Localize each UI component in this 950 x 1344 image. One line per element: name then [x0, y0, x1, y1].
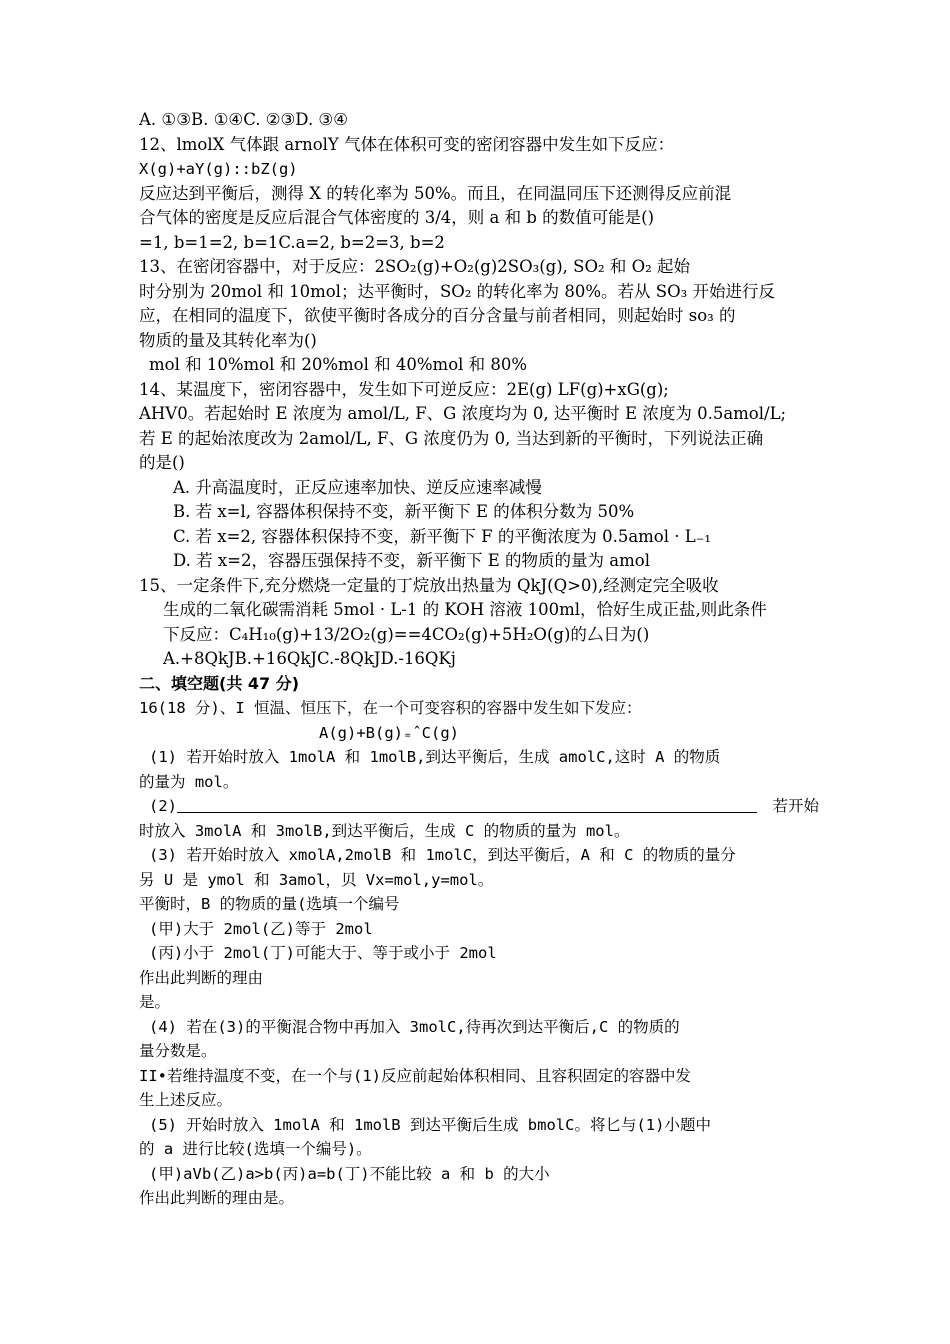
- q14-option-c: C. 若 x=2, 容器体积保持不变，新平衡下 F 的平衡浓度为 0.5amol · L₋₁: [173, 526, 712, 546]
- q16-part3-text: 平衡时，B 的物质的量(选填一个编号: [139, 895, 400, 913]
- q16-part3: (3) 若开始时放入 xmolA,2molB 和 1molC，到达平衡后，A 和 C 的物质的量分: [149, 846, 736, 864]
- q16-choice: (甲)aVb(乙)a>b(丙)a=b(丁)不能比较 a 和 b 的大小: [149, 1164, 550, 1183]
- q13-text: 时分别为 20mol 和 10mol；达平衡时，SO₂ 的转化率为 80%。若从 SO₃ 开始进行反: [139, 281, 775, 301]
- q12-equation: X(g)+aY(g)::bZ(g): [139, 160, 298, 178]
- q16-equation: A(g)+B(g)₌ˆC(g): [319, 723, 459, 742]
- q15-text: 生成的二氧化碳需消耗 5mol · L-1 的 KOH 溶液 100ml，恰好生成正盐,则此条件: [163, 600, 767, 619]
- q16-choice: (甲)大于 2mol(乙)等于 2mol: [149, 919, 373, 938]
- q12-options: =1, b=1=2, b=1C.a=2, b=2=3, b=2: [139, 232, 445, 252]
- q12-stem: 12、lmolX 气体跟 arnolY 气体在体积可变的密闭容器中发生如下反应：: [139, 134, 675, 154]
- q16-part-ii: II•若维持温度不变，在一个与(1)反应前起始体积相同、且容积固定的容器中发: [139, 1066, 691, 1085]
- q16-part2-tail: 若开始: [772, 797, 819, 815]
- q14-text: 若 E 的起始浓度改为 2amol/L, F、G 浓度仍为 0, 当达到新的平衡时，下列说法正确: [139, 428, 764, 448]
- q16-part-ii-text: 生上述反应。: [139, 1091, 233, 1109]
- q15-stem: 15、一定条件下,充分燃烧一定量的丁烷放出热量为 QkJ(Q>0),经测定完全吸收: [139, 575, 719, 595]
- q16-part4: (4) 若在(3)的平衡混合物中再加入 3molC,待再次到达平衡后,C 的物质的: [149, 1017, 680, 1036]
- q13-options: mol 和 10%mol 和 20%mol 和 40%mol 和 80%: [149, 355, 528, 374]
- q16-reason: 作出此判断的理由是。: [139, 1189, 295, 1207]
- q12-text: 反应达到平衡后，测得 X 的转化率为 50%。而且，在同温同压下还测得反应前混: [139, 183, 732, 203]
- q12-text: 合气体的密度是反应后混合气体密度的 3/4，则 a 和 b 的数值可能是(): [139, 208, 655, 227]
- q13-stem: 13、在密闭容器中，对于反应：2SO₂(g)+O₂(g)2SO₃(g), SO₂ 和 O₂ 起始: [139, 257, 690, 276]
- q16-part5-text: 的 a 进行比较(选填一个编号)。: [139, 1140, 372, 1158]
- q16-part2-label: (2): [149, 797, 177, 815]
- section-heading: 二、填空题(共 47 分): [139, 673, 300, 693]
- q16-part3-text: 另 U 是 ymol 和 3amol，贝 Vx=mol,y=mol。: [139, 870, 494, 889]
- q13-text: 物质的量及其转化率为(): [139, 330, 317, 350]
- q16-choice: (丙)小于 2mol(丁)可能大于、等于或小于 2mol: [149, 944, 497, 962]
- q16-part2-text: 时放入 3molA 和 3molB,到达平衡后，生成 C 的物质的量为 mol。: [139, 821, 630, 840]
- q14-text: 的是(): [139, 453, 185, 472]
- q16-part4-text: 量分数是。: [139, 1042, 217, 1060]
- q14-option-d: D. 若 x=2，容器压强保持不变，新平衡下 E 的物质的量为 amol: [173, 551, 650, 570]
- q15-text: 下反应：C₄H₁₀(g)+13/2O₂(g)==4CO₂(g)+5H₂O(g)的厶日为(): [163, 624, 650, 644]
- answer-blank: [177, 796, 757, 813]
- q14-text: AHV0。若起始时 E 浓度为 amol/L, F、G 浓度均为 0, 达平衡时 E 浓度为 0.5amol/L;: [139, 404, 787, 423]
- q16-stem: 16(18 分)、I 恒温、恒压下，在一个可变容积的容器中发生如下发应：: [139, 699, 642, 717]
- q16-part2: [139, 794, 819, 819]
- document-page: [139, 108, 819, 1211]
- q16-part1: 的量为 mol。: [139, 772, 239, 791]
- q14-stem: 14、某温度下，密闭容器中，发生如下可逆反应：2E(g) LF(g)+xG(g);: [139, 379, 669, 399]
- q16-reason: 是。: [139, 993, 171, 1011]
- q16-reason: 作出此判断的理由: [139, 968, 264, 987]
- q16-part5: (5) 开始时放入 1molA 和 1molB 到达平衡后生成 bmolC。将匕与(1)小题中: [149, 1115, 711, 1134]
- q15-options: A.+8QkJB.+16QkJC.-8QkJD.-16QKj: [163, 649, 456, 668]
- q14-option-a: A. 升高温度时，正反应速率加快、逆反应速率减慢: [173, 477, 542, 497]
- q13-text: 应，在相同的温度下，欲使平衡时各成分的百分含量与前者相同，则起始时 so₃ 的: [139, 306, 736, 325]
- q16-part1: (1) 若开始时放入 1molA 和 1molB,到达平衡后，生成 amolC,这时 A 的物质: [149, 748, 721, 766]
- q14-option-b: B. 若 x=l, 容器体积保持不变，新平衡下 E 的体积分数为 50%: [173, 502, 635, 521]
- q11-options: A. ①③B. ①④C. ②③D. ③④: [139, 110, 349, 129]
